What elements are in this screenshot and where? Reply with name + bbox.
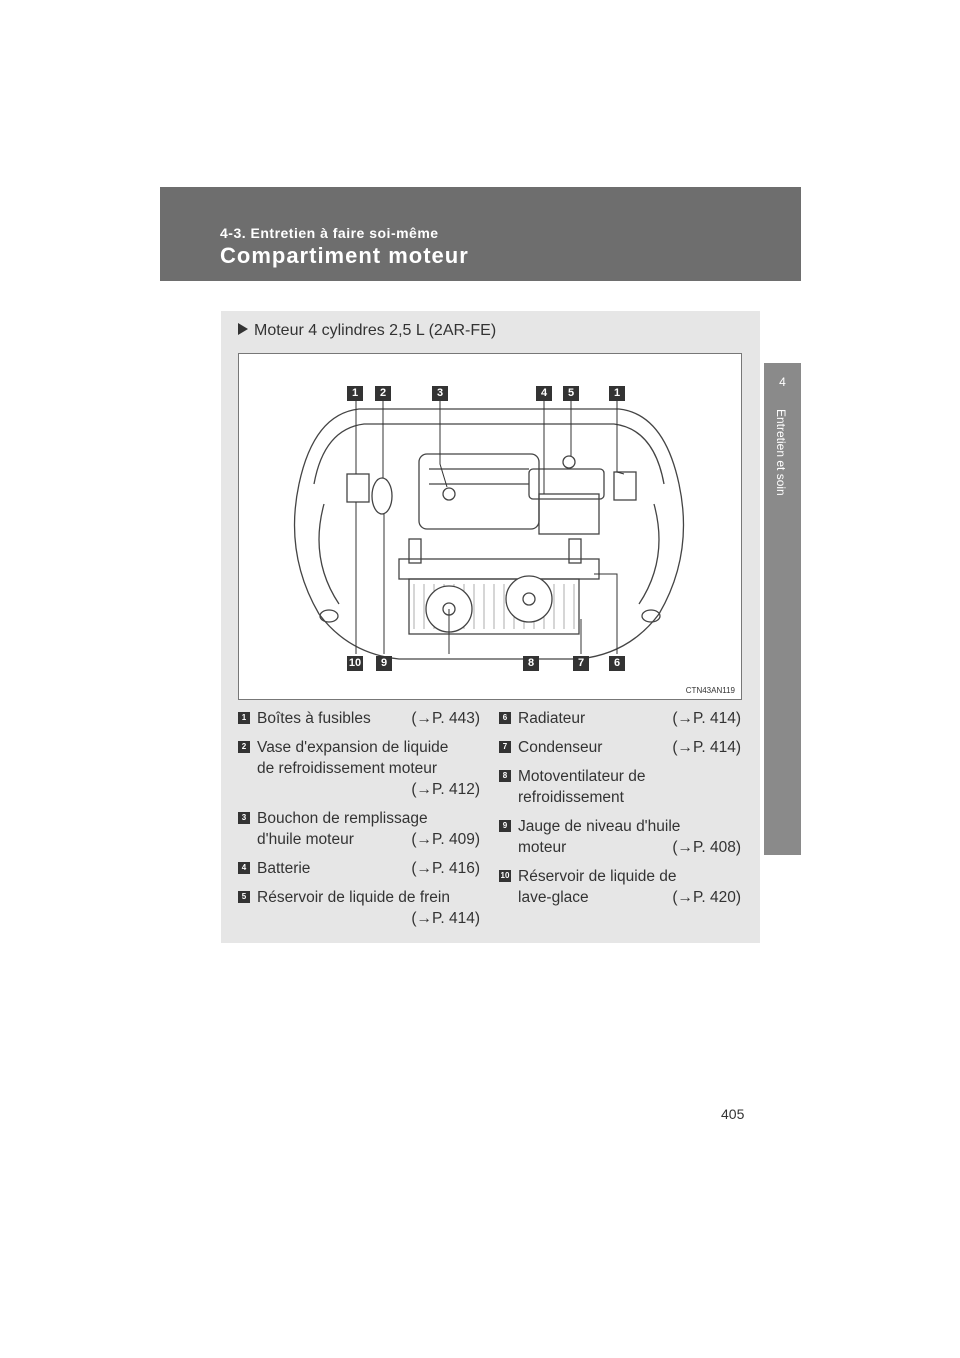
legend-badge: 3 — [238, 812, 250, 824]
page-title: Compartiment moteur — [220, 243, 469, 268]
legend-item-3 — [238, 808, 480, 850]
callout-5: 5 — [563, 386, 579, 401]
legend-badge: 4 — [238, 862, 250, 874]
chapter-side-tab — [764, 363, 801, 855]
legend-ref: (→P. 443) — [411, 710, 480, 727]
triangle-bullet-icon — [238, 323, 248, 335]
legend-text: Réservoir de liquide de frein — [257, 889, 450, 906]
figure-code: CTN43AN119 — [685, 686, 735, 695]
legend-text: Batterie — [257, 860, 311, 877]
legend-text: Bouchon de remplissage — [257, 810, 428, 827]
legend-ref: (→P. 414) — [672, 710, 741, 727]
legend-ref: (→P. 408) — [672, 839, 741, 856]
legend-right-column — [499, 708, 741, 916]
legend-badge: 9 — [499, 820, 511, 832]
legend-item-9 — [499, 816, 741, 858]
legend-item-2 — [238, 737, 480, 800]
callout-8: 8 — [523, 656, 539, 671]
callout-4: 4 — [536, 386, 552, 401]
engine-illustration — [239, 354, 741, 699]
callout-2: 2 — [375, 386, 391, 401]
chapter-header — [160, 187, 801, 281]
callout-10: 10 — [348, 657, 362, 669]
legend-ref: (→P. 412) — [411, 781, 480, 798]
engine-compartment-figure — [238, 353, 742, 700]
legend-item-7 — [499, 737, 741, 758]
legend-text: Condenseur — [518, 739, 603, 756]
legend-ref: (→P. 409) — [411, 831, 480, 848]
legend-text: moteur — [518, 839, 567, 856]
legend-badge: 5 — [238, 891, 250, 903]
legend-text: de refroidissement moteur — [257, 760, 438, 777]
callout-9: 9 — [376, 656, 392, 671]
legend-text: lave-glace — [518, 889, 589, 906]
page-number: 405 — [721, 1106, 745, 1122]
content-box — [221, 311, 760, 943]
legend-ref: (→P. 420) — [672, 889, 741, 906]
engine-subtitle-text: Moteur 4 cylindres 2,5 L (2AR-FE) — [254, 322, 497, 339]
legend-item-6 — [499, 708, 741, 729]
callout-7: 7 — [573, 656, 589, 671]
legend-badge: 1 — [238, 712, 250, 724]
callout-6: 6 — [609, 656, 625, 671]
legend-ref: (→P. 416) — [411, 860, 480, 877]
engine-subtitle — [238, 322, 496, 340]
section-label: 4-3. Entretien à faire soi-même — [220, 225, 439, 241]
legend-item-8 — [499, 766, 741, 808]
legend-left-column — [238, 708, 480, 937]
legend-item-10 — [499, 866, 741, 908]
chapter-label: Entretien et soin — [774, 409, 788, 496]
legend-text: d'huile moteur — [257, 831, 354, 848]
legend-badge: 7 — [499, 741, 511, 753]
legend-text: Vase d'expansion de liquide — [257, 739, 449, 756]
callout-1-right: 1 — [609, 386, 625, 401]
callout-1-left: 1 — [347, 386, 363, 401]
callout-3: 3 — [432, 386, 448, 401]
legend-item-4 — [238, 858, 480, 879]
legend-ref: (→P. 414) — [672, 739, 741, 756]
legend-text: Jauge de niveau d'huile — [518, 818, 681, 835]
legend-badge: 10 — [500, 871, 510, 880]
legend-text: Radiateur — [518, 710, 586, 727]
chapter-number: 4 — [779, 375, 786, 389]
legend-item-5 — [238, 887, 480, 929]
legend-text: Motoventilateur de — [518, 768, 646, 785]
legend-badge: 8 — [499, 770, 511, 782]
legend-text: refroidissement — [518, 789, 624, 806]
legend-item-1 — [238, 708, 480, 729]
legend-text: Boîtes à fusibles — [257, 710, 371, 727]
legend-ref: (→P. 414) — [411, 910, 480, 927]
legend-badge: 6 — [499, 712, 511, 724]
legend-text: Réservoir de liquide de — [518, 868, 677, 885]
legend-badge: 2 — [238, 741, 250, 753]
